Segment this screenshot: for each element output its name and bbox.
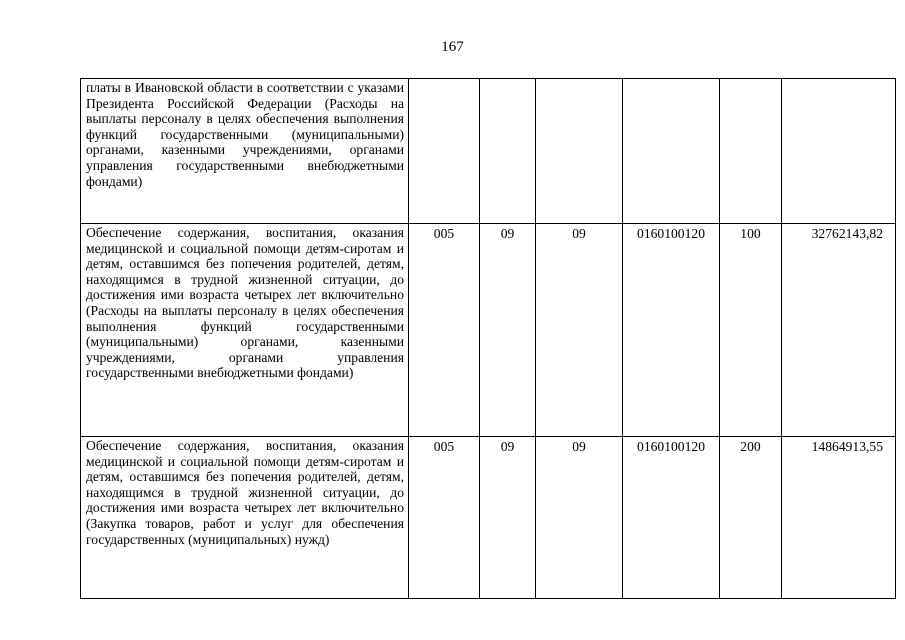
ministry-code: 005 [409,437,480,599]
table-row [81,437,896,599]
subsection-code: 09 [536,224,623,437]
expense-type-code: 200 [720,437,782,599]
section-code: 09 [480,224,536,437]
subsection-code [536,79,623,224]
section-code [480,79,536,224]
row-description: платы в Ивановской области в соответствии с указами Президента Российской Федерации (Расходы на выплаты персоналу в целях обеспечения выполнения функций государственными (муниципальными) органами, казенными учреждениями, органами управления государственными внебюджетными фондами) [81,79,409,224]
ministry-code [409,79,480,224]
amount-value: 14864913,55 [782,437,896,599]
expense-type-code [720,79,782,224]
row-description: Обеспечение содержания, воспитания, оказания медицинской и социальной помощи детям-сиротам и детям, оставшимся без попечения родителей, детям, находящимся в трудной жизненной ситуации, до достижения ими возраста четырех лет включительно (Закупка товаров, работ и услуг для обеспечения государственных (муниципальных) нужд) [81,437,409,599]
expense-type-code: 100 [720,224,782,437]
budget-table [80,78,896,599]
amount-value [782,79,896,224]
ministry-code: 005 [409,224,480,437]
subsection-code: 09 [536,437,623,599]
table-row [81,79,896,224]
section-code: 09 [480,437,536,599]
target-article-code: 0160100120 [623,437,720,599]
amount-value: 32762143,82 [782,224,896,437]
target-article-code: 0160100120 [623,224,720,437]
row-description: Обеспечение содержания, воспитания, оказания медицинской и социальной помощи детям-сиротам и детям, оставшимся без попечения родителей, детям, находящимся в трудной жизненной ситуации, до достижения ими возраста четырех лет включительно (Расходы на выплаты персоналу в целях обеспечения выполнения функций государственными (муниципальными) органами, казенными учреждениями, органами управления государственными внебюджетными фондами) [81,224,409,437]
target-article-code [623,79,720,224]
page-number: 167 [441,39,464,55]
table-row [81,224,896,437]
